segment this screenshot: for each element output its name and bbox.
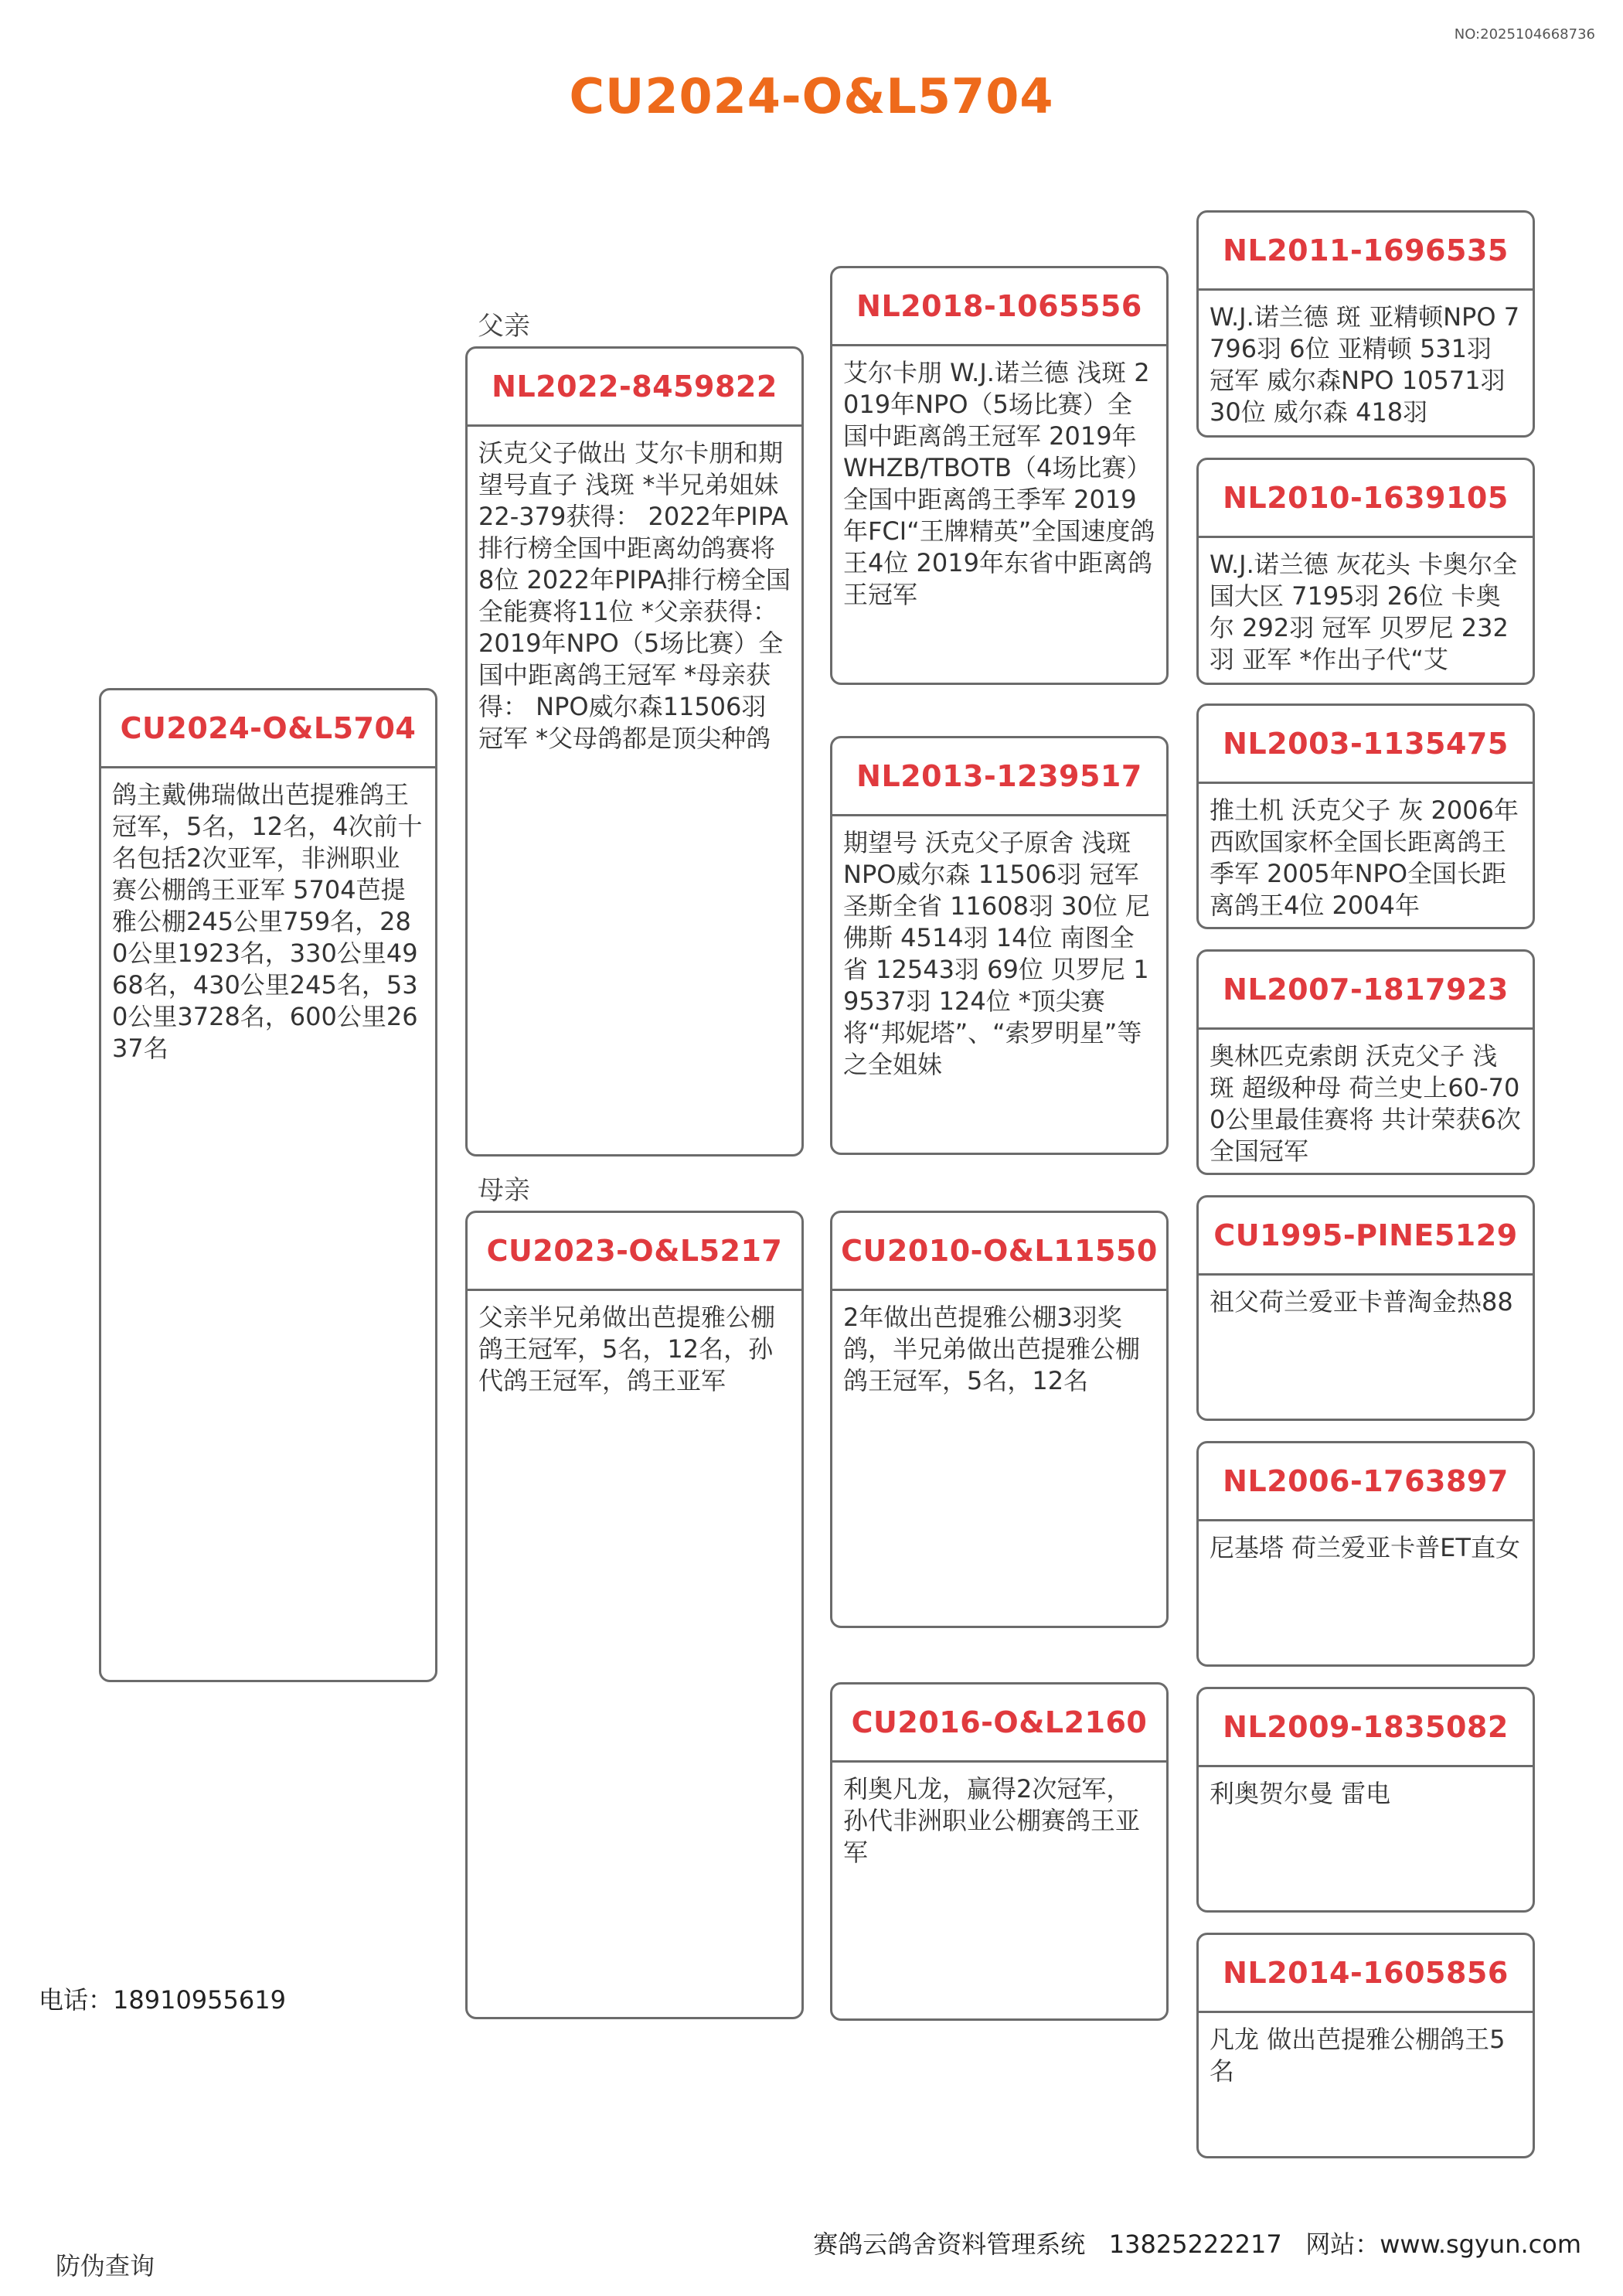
father-label: 父亲 bbox=[478, 311, 530, 342]
sire-sire-ring-number: NL2018-1065556 bbox=[832, 268, 1166, 346]
dam-ring-number: CU2023-O&L5217 bbox=[468, 1213, 801, 1291]
sire-sire-card bbox=[830, 266, 1169, 685]
sire-dam-ring-number: NL2013-1239517 bbox=[832, 738, 1166, 816]
page-title: CU2024-O&L5704 bbox=[569, 68, 1054, 124]
dss-ring-number: CU1995-PINE5129 bbox=[1199, 1197, 1533, 1276]
ddd-ring-number: NL2014-1605856 bbox=[1199, 1935, 1533, 2013]
ssd-ring-number: NL2010-1639105 bbox=[1199, 460, 1533, 538]
dam-sire-ring-number: CU2010-O&L11550 bbox=[832, 1213, 1166, 1291]
sss-card bbox=[1196, 210, 1535, 438]
footer-info: 赛鸽云鸽舍资料管理系统 13825222217 网站：www.sgyun.com bbox=[813, 2230, 1581, 2259]
sdd-ring-number: NL2007-1817923 bbox=[1199, 952, 1533, 1030]
subject-description: 鸽主戴佛瑞做出芭提雅鸽王冠军，5名，12名，4次前十名包括2次亚军，非洲职业赛公棚鸽王亚军 5704芭提雅公棚245公里759名，280公里1923名，330公里4968名，430公里245名，530公里3728名，600公里2637名 bbox=[112, 780, 423, 1063]
dss-description: 祖父荷兰爱亚卡普淘金热88 bbox=[1210, 1287, 1513, 1317]
dsd-ring-number: NL2006-1763897 bbox=[1199, 1443, 1533, 1521]
sds-description: 推土机 沃克父子 灰 2006年西欧国家杯全国长距离鸽王季军 2005年NPO全国长距离鸽王4位 2004年 bbox=[1210, 795, 1519, 920]
ddd-description: 凡龙 做出芭提雅公棚鸽王5名 bbox=[1210, 2025, 1506, 2086]
dam-dam-card bbox=[830, 1682, 1169, 2021]
sds-card bbox=[1196, 703, 1535, 929]
sire-card bbox=[465, 346, 804, 1157]
dam-dam-ring-number: CU2016-O&L2160 bbox=[832, 1685, 1166, 1763]
ssd-description: W.J.诺兰德 灰花头 卡奥尔全国大区 7195羽 26位 卡奥尔 292羽 冠军 贝罗尼 232羽 亚军 *作出子代“艾 bbox=[1210, 550, 1518, 674]
sds-ring-number: NL2003-1135475 bbox=[1199, 706, 1533, 784]
document-number: NO:2025104668736 bbox=[1454, 26, 1595, 43]
dam-dam-description: 利奥凡龙，赢得2次冠军，孙代非洲职业公棚赛鸽王亚军 bbox=[843, 1774, 1141, 1867]
sire-sire-description: 艾尔卡朋 W.J.诺兰德 浅斑 2019年NPO（5场比赛）全国中距离鸽王冠军 2019年WHZB/TBOTB（4场比赛）全国中距离鸽王季军 2019年FCI“王牌精英”全国速度鸽王4位 2019年东省中距离鸽王冠军 bbox=[843, 358, 1155, 609]
sire-ring-number: NL2022-8459822 bbox=[468, 349, 801, 427]
ssd-card bbox=[1196, 458, 1535, 685]
dam-sire-card bbox=[830, 1211, 1169, 1628]
subject-card bbox=[99, 688, 437, 1682]
dam-sire-description: 2年做出芭提雅公棚3羽奖鸽，半兄弟做出芭提雅公棚鸽王冠军，5名，12名 bbox=[843, 1303, 1141, 1395]
sire-dam-description: 期望号 沃克父子原舍 浅斑 NPO威尔森 11506羽 冠军 圣斯全省 11608羽 30位 尼佛斯 4514羽 14位 南图全省 12543羽 69位 贝罗尼 19537羽 124位 *顶尖赛将“邦妮塔”、“索罗明星”等之全姐妹 bbox=[843, 828, 1151, 1079]
ddd-card bbox=[1196, 1933, 1535, 2158]
sdd-card bbox=[1196, 949, 1535, 1175]
dsd-description: 尼基塔 荷兰爱亚卡普ET直女 bbox=[1210, 1533, 1520, 1562]
dam-description: 父亲半兄弟做出芭提雅公棚鸽王冠军，5名，12名，孙代鸽王冠军，鸽王亚军 bbox=[478, 1303, 776, 1395]
dds-ring-number: NL2009-1835082 bbox=[1199, 1689, 1533, 1767]
dss-card bbox=[1196, 1195, 1535, 1421]
sss-description: W.J.诺兰德 斑 亚精顿NPO 7796羽 6位 亚精顿 531羽 冠军 威尔森NPO 10571羽 30位 威尔森 418羽 bbox=[1210, 302, 1520, 427]
anti-counterfeit-link[interactable]: 防伪查询 bbox=[56, 2251, 155, 2281]
dds-card bbox=[1196, 1687, 1535, 1913]
subject-ring-number: CU2024-O&L5704 bbox=[101, 690, 435, 768]
dds-description: 利奥贺尔曼 雷电 bbox=[1210, 1779, 1391, 1808]
mother-label: 母亲 bbox=[478, 1175, 530, 1206]
sss-ring-number: NL2011-1696535 bbox=[1199, 213, 1533, 291]
dam-card bbox=[465, 1211, 804, 2019]
dsd-card bbox=[1196, 1441, 1535, 1667]
sire-dam-card bbox=[830, 736, 1169, 1155]
sire-description: 沃克父子做出 艾尔卡朋和期望号直子 浅斑 *半兄弟姐妹22-379获得： 2022年PIPA排行榜全国中距离幼鸽赛将8位 2022年PIPA排行榜全国全能赛将11位 *父亲获得： 2019年NPO（5场比赛）全国中距离鸽王冠军 *母亲获得： NPO威尔森11506羽冠军 *父母鸽都是顶尖种鸽 bbox=[478, 438, 791, 753]
phone-number: 电话：18910955619 bbox=[39, 1985, 286, 2015]
sdd-description: 奥林匹克索朗 沃克父子 浅斑 超级种母 荷兰史上60-700公里最佳赛将 共计荣获6次全国冠军 bbox=[1210, 1041, 1521, 1166]
